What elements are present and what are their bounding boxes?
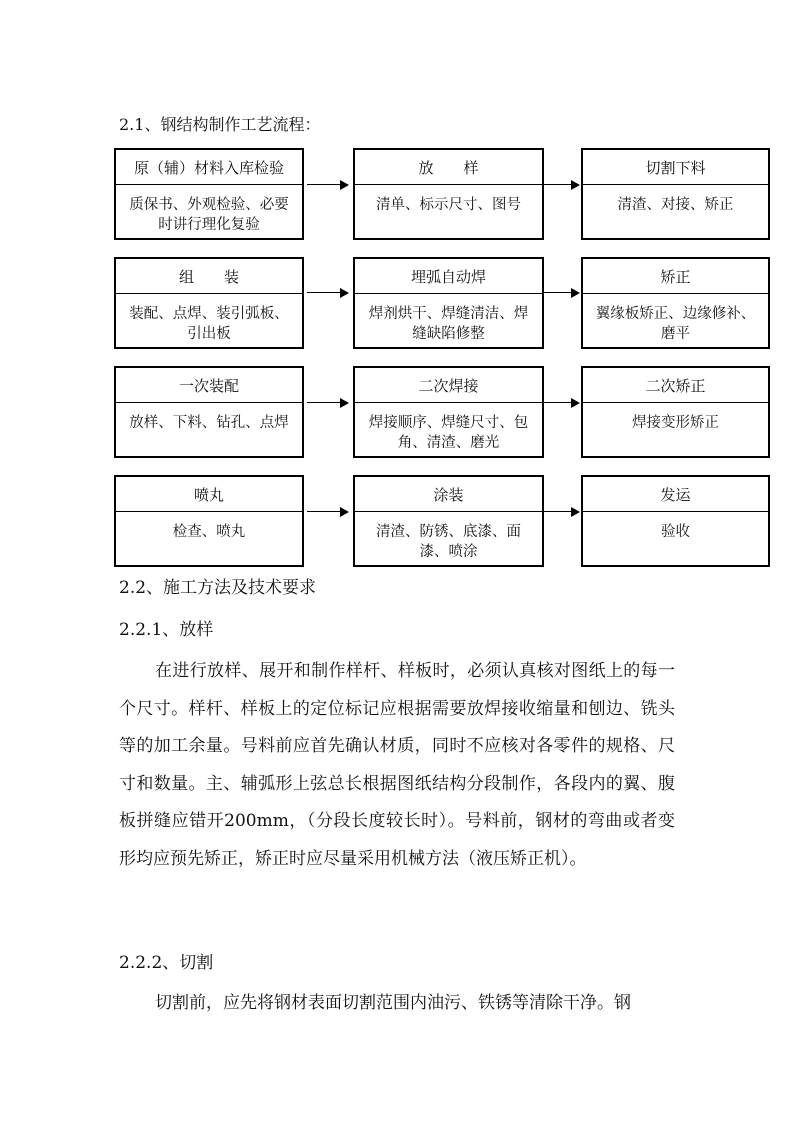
section-heading-2-2-1: 2.2.1、放样 xyxy=(119,620,214,640)
flow-arrow-icon xyxy=(544,180,580,190)
flow-step-title: 原（辅）材料入库检验 xyxy=(116,150,302,185)
flow-arrow-icon xyxy=(544,398,580,408)
flow-step-body: 装配、点焊、装引弧板、引出板 xyxy=(129,306,289,342)
flow-step-body: 质保书、外观检验、必要时讲行理化复验 xyxy=(129,197,289,233)
flow-step-straightening xyxy=(581,257,770,349)
flow-step-shot-blasting xyxy=(114,475,304,567)
flow-step-body: 清单、标示尺寸、图号 xyxy=(376,197,521,213)
flow-step-second-straightening xyxy=(581,366,770,458)
flow-step-body: 清渣、对接、矫正 xyxy=(617,197,734,213)
flow-arrow-icon xyxy=(544,507,580,517)
flow-arrow-icon xyxy=(307,398,349,408)
flow-arrow-icon xyxy=(307,288,349,298)
flow-step-title: 组 装 xyxy=(116,259,302,294)
flow-step-body: 放样、下料、钻孔、点焊 xyxy=(129,415,289,431)
flow-step-material-inspection xyxy=(114,148,304,240)
flow-step-body: 清渣、防锈、底漆、面漆、喷涂 xyxy=(376,524,521,560)
flow-step-title: 放 样 xyxy=(355,150,542,185)
flow-step-title: 切割下料 xyxy=(583,150,768,185)
flow-step-title: 喷丸 xyxy=(116,477,302,512)
paragraph-cutting: 切割前，应先将钢材表面切割范围内油污、铁锈等清除干净。钢 xyxy=(155,993,631,1013)
flow-step-body: 焊接变形矫正 xyxy=(632,415,719,431)
flow-step-assembly xyxy=(114,257,304,349)
paragraph-layout: 在进行放样、展开和制作样杆、样板时，必须认真核对图纸上的每一个尺寸。样杆、样板上的定位标记应根据需要放焊接收缩量和刨边、铣头等的加工余量。号料前应首先确认材质，同时不应核对各零件的规格、尺寸和数量。主、辅弧形上弦总长根据图纸结构分段制作，各段内的翼、腹板拼缝应错开200mm，（分段长度较长时）。号料前，钢材的弯曲或者变形均应预先矫正，矫正时应尽量采用机械方法（液压矫正机）。 xyxy=(119,661,675,869)
flow-step-title: 二次焊接 xyxy=(355,368,542,403)
flow-step-coating xyxy=(353,475,544,567)
flow-step-submerged-arc-welding xyxy=(353,257,544,349)
flow-step-first-assembly xyxy=(114,366,304,458)
flow-arrow-icon xyxy=(307,180,349,190)
section-heading-2-2-2: 2.2.2、切割 xyxy=(119,953,214,973)
flow-step-body: 焊剂烘干、焊缝清洁、焊缝缺陷修整 xyxy=(368,306,529,342)
flow-step-shipping xyxy=(581,475,770,567)
flow-step-title: 二次矫正 xyxy=(583,368,768,403)
flow-step-title: 埋弧自动焊 xyxy=(355,259,542,294)
flow-step-second-welding xyxy=(353,366,544,458)
flow-step-body: 检查、喷丸 xyxy=(172,524,246,540)
flow-step-body: 翼缘板矫正、边缘修补、磨平 xyxy=(595,306,756,342)
flow-step-layout xyxy=(353,148,544,240)
flow-step-cutting xyxy=(581,148,770,240)
flow-step-body: 焊接顺序、焊缝尺寸、包角、清渣、磨光 xyxy=(368,415,529,451)
flow-arrow-icon xyxy=(307,507,349,517)
flow-step-title: 发运 xyxy=(583,477,768,512)
section-title: 2.1、钢结构制作工艺流程： xyxy=(119,115,321,134)
flow-arrow-icon xyxy=(544,288,580,298)
flow-step-title: 矫正 xyxy=(583,259,768,294)
flow-step-title: 涂装 xyxy=(355,477,542,512)
section-heading-2-2: 2.2、施工方法及技术要求 xyxy=(119,578,317,598)
flow-step-body: 验收 xyxy=(661,524,690,540)
flow-step-title: 一次装配 xyxy=(116,368,302,403)
